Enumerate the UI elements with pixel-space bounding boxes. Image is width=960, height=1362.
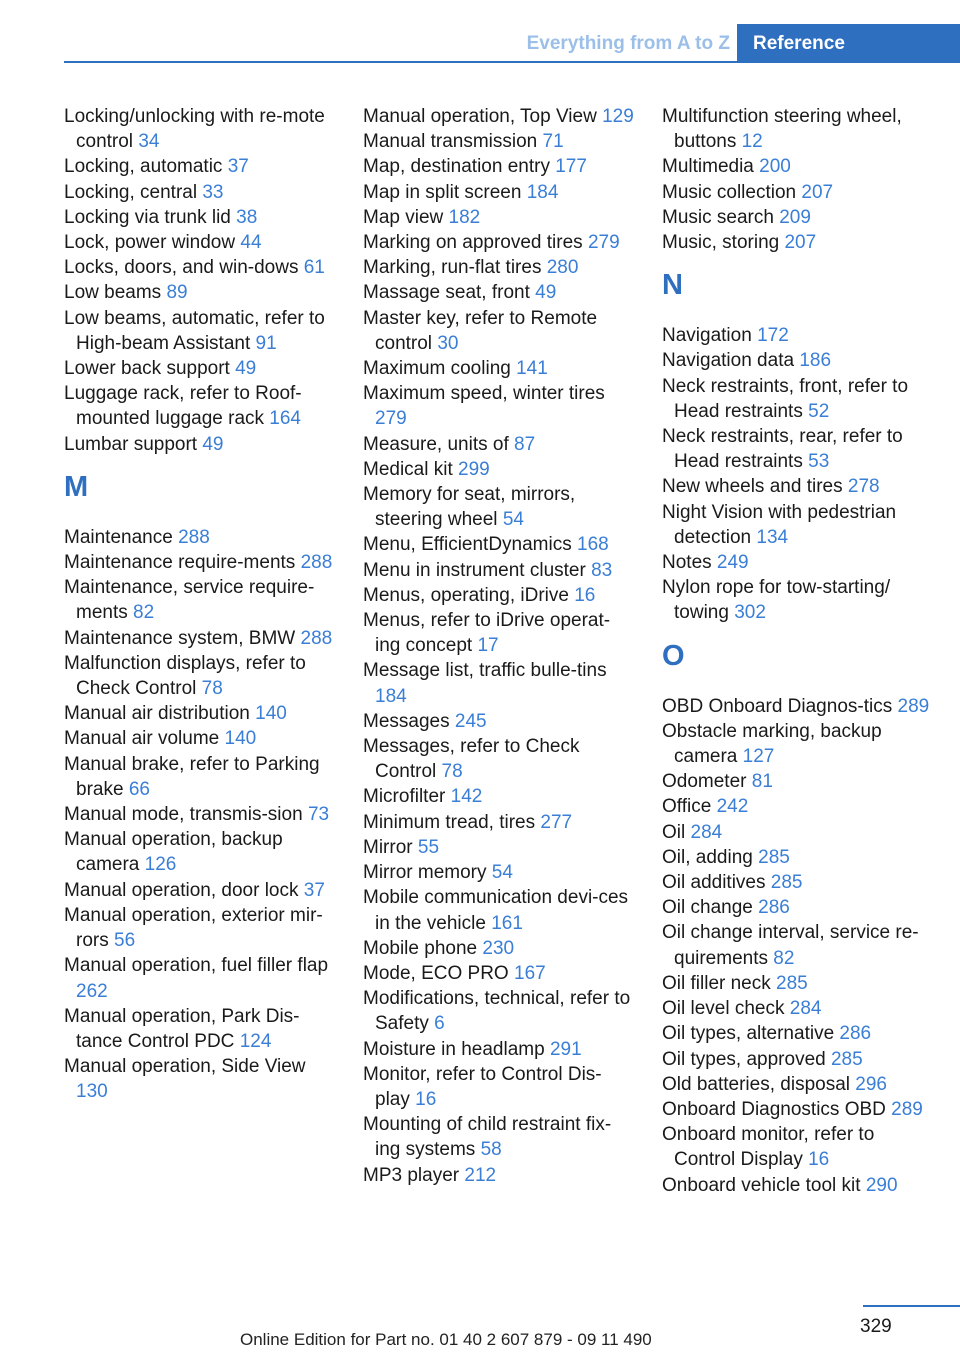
index-entry — [64, 827, 336, 877]
index-entry — [64, 1054, 336, 1104]
index-entry — [662, 845, 934, 870]
index-term: Lock, power window — [64, 232, 236, 254]
page-link[interactable]: 16 — [808, 1149, 830, 1171]
index-term: Massage seat, front — [363, 282, 530, 304]
index-term: Moisture in headlamp — [363, 1038, 545, 1060]
index-entry — [662, 1122, 934, 1172]
index-entry — [64, 255, 336, 280]
page-link[interactable]: 87 — [514, 433, 536, 455]
index-entry — [662, 794, 934, 819]
index-entry — [363, 180, 635, 205]
page-link[interactable]: 126 — [144, 854, 177, 876]
index-entry — [662, 719, 934, 769]
index-term: Menu, EfficientDynamics — [363, 534, 572, 556]
page-link[interactable]: 245 — [454, 710, 487, 732]
page-link[interactable]: 54 — [502, 509, 524, 531]
page-link[interactable]: 124 — [239, 1030, 272, 1052]
index-entry — [363, 860, 635, 885]
page-link[interactable]: 17 — [477, 635, 499, 657]
header-tab-reference: Reference — [737, 24, 960, 63]
index-term: Onboard monitor, refer to Control Display — [662, 1124, 875, 1171]
index-term: Navigation — [662, 325, 752, 347]
index-entry — [64, 280, 336, 305]
page-link[interactable]: 284 — [789, 998, 822, 1020]
index-term: Onboard vehicle tool kit — [662, 1174, 861, 1196]
page-link[interactable]: 209 — [779, 206, 811, 228]
page-link[interactable]: 16 — [415, 1088, 437, 1110]
page-link[interactable]: 186 — [799, 350, 832, 372]
page-link[interactable]: 30 — [437, 332, 459, 354]
index-entry — [64, 104, 336, 154]
index-term: Night Vision with pedestrian detection — [662, 501, 897, 548]
page-link[interactable]: 33 — [202, 181, 224, 203]
page-link[interactable]: 284 — [690, 821, 723, 843]
index-term: Mounting of child restraint fix-ing systems — [363, 1114, 612, 1161]
index-entry — [662, 348, 934, 373]
page-link[interactable]: 168 — [577, 534, 609, 556]
page-number: 329 — [860, 1316, 892, 1337]
index-term: Maximum speed, winter tires — [363, 383, 605, 405]
footer-edition: Online Edition for Part no. 01 40 2 607 879 - 09 11 490 — [240, 1330, 652, 1349]
index-term: Oil additives — [662, 872, 766, 894]
page-link[interactable]: 134 — [756, 526, 789, 548]
page-link[interactable]: 296 — [855, 1073, 887, 1095]
index-term: Manual operation, Side View — [64, 1056, 306, 1078]
page-link[interactable]: 78 — [441, 761, 463, 783]
page-link[interactable]: 130 — [76, 1081, 108, 1103]
index-entry — [64, 525, 336, 550]
page-link[interactable]: 167 — [514, 962, 546, 984]
index-term: Map view — [363, 206, 444, 228]
page-link[interactable]: 89 — [166, 282, 188, 304]
index-term: Oil types, alternative — [662, 1023, 835, 1045]
page-link[interactable]: 81 — [751, 771, 773, 793]
page-link[interactable]: 285 — [770, 872, 803, 894]
index-term: Monitor, refer to Control Dis-play — [363, 1063, 602, 1110]
index-entry — [662, 104, 934, 154]
index-term: OBD Onboard Diagnos-tics — [662, 695, 893, 717]
index-term: Multifunction steering wheel, buttons — [662, 106, 902, 153]
page-link[interactable]: 140 — [255, 703, 287, 725]
index-entry — [662, 323, 934, 348]
page-link[interactable]: 44 — [240, 232, 262, 254]
index-entry — [64, 651, 336, 701]
page-link[interactable]: 6 — [434, 1013, 445, 1035]
page-link[interactable]: 12 — [741, 131, 763, 153]
index-term: Maximum cooling — [363, 358, 511, 380]
page-link[interactable]: 82 — [773, 947, 795, 969]
page-link[interactable]: 177 — [555, 156, 587, 178]
header-section-title: Everything from A to Z — [526, 33, 730, 54]
page-link[interactable]: 285 — [758, 846, 790, 868]
index-entry — [64, 752, 336, 802]
index-entry — [363, 784, 635, 809]
page-link[interactable]: 207 — [801, 181, 834, 203]
page-link[interactable]: 58 — [480, 1139, 502, 1161]
index-term: Locking, central — [64, 181, 198, 203]
index-term: Lower back support — [64, 358, 230, 380]
page-link[interactable]: 230 — [482, 937, 515, 959]
page-link[interactable]: 142 — [450, 786, 483, 808]
page-link[interactable]: 277 — [540, 811, 573, 833]
index-entry — [363, 709, 635, 734]
index-entry — [64, 903, 336, 953]
index-term: Mirror — [363, 836, 413, 858]
index-entry — [363, 835, 635, 860]
index-term: Messages, refer to Check Control — [363, 736, 580, 783]
index-entry — [363, 583, 635, 608]
index-term: Manual air distribution — [64, 703, 250, 725]
index-term: Maintenance require-ments — [64, 552, 296, 574]
index-entry — [64, 953, 336, 1003]
section-letter: O — [662, 639, 685, 672]
index-entry — [363, 280, 635, 305]
index-entry — [64, 1004, 336, 1054]
index-term: Manual mode, transmis-sion — [64, 804, 303, 826]
index-entry — [64, 432, 336, 457]
page-link[interactable]: 285 — [776, 972, 808, 994]
index-entry — [662, 424, 934, 474]
index-entry — [662, 550, 934, 575]
page-link[interactable]: 164 — [269, 408, 301, 430]
index-term: Oil — [662, 821, 686, 843]
index-entry — [363, 205, 635, 230]
index-term: Maintenance system, BMW — [64, 627, 296, 649]
page-link[interactable]: 78 — [201, 678, 223, 700]
page-link[interactable]: 52 — [808, 400, 830, 422]
page-link[interactable]: 53 — [808, 451, 830, 473]
index-term: Malfunction displays, refer to Check Control — [64, 652, 306, 700]
index-term: MP3 player — [363, 1164, 460, 1186]
index-entry — [363, 608, 635, 658]
index-term: Locks, doors, and win-dows — [64, 257, 299, 279]
index-entry — [64, 230, 336, 255]
page-number-rule — [863, 1305, 960, 1307]
index-term: Music collection — [662, 181, 797, 203]
page-link[interactable]: 56 — [114, 930, 136, 952]
index-term: Menu in instrument cluster — [363, 559, 586, 581]
index-entry — [662, 820, 934, 845]
index-entry — [64, 205, 336, 230]
page-link[interactable]: 37 — [227, 156, 249, 178]
page-link[interactable]: 172 — [757, 325, 789, 347]
index-term: Map, destination entry — [363, 156, 550, 178]
index-term: Neck restraints, front, refer to Head restraints — [662, 375, 909, 422]
page-link[interactable]: 55 — [417, 836, 440, 858]
index-entry — [64, 726, 336, 751]
index-term: Measure, units of — [363, 433, 509, 455]
index-term: Microfilter — [363, 786, 446, 808]
index-entry — [363, 532, 635, 557]
index-entry — [662, 1173, 934, 1198]
page-link[interactable]: 182 — [448, 206, 481, 228]
index-term: Navigation data — [662, 350, 795, 372]
index-term: Maintenance, service require-ments — [64, 577, 315, 624]
index-term: Messages — [363, 710, 450, 732]
index-term: Minimum tread, tires — [363, 811, 536, 833]
index-entry — [363, 885, 635, 935]
section-letter: M — [64, 470, 89, 503]
index-term: Luggage rack, refer to Roof-mounted luggage rack — [64, 383, 302, 430]
index-term: Oil level check — [662, 998, 785, 1020]
index-term: Manual brake, refer to Parking brake — [64, 753, 320, 800]
index-entry — [662, 996, 934, 1021]
index-term: Manual operation, door lock — [64, 879, 299, 901]
page-link[interactable]: 66 — [128, 778, 150, 800]
page-link[interactable]: 129 — [602, 106, 634, 127]
page-link[interactable]: 184 — [375, 685, 407, 707]
page-link[interactable]: 38 — [236, 206, 258, 228]
index-term: Mode, ECO PRO — [363, 962, 509, 984]
page-link[interactable]: 61 — [303, 257, 325, 279]
page-link[interactable]: 212 — [464, 1164, 497, 1186]
index-term: Memory for seat, mirrors, steering wheel — [363, 484, 576, 531]
index-term: Locking via trunk lid — [64, 206, 231, 228]
page-link[interactable]: 49 — [535, 282, 557, 304]
page-link[interactable]: 91 — [255, 332, 277, 354]
index-entry — [363, 356, 635, 381]
index-term: Oil, adding — [662, 846, 753, 868]
index-entry — [662, 230, 934, 255]
index-term: Lumbar support — [64, 433, 198, 455]
index-term: Medical kit — [363, 458, 453, 480]
index-entry — [64, 550, 336, 575]
index-entry — [363, 961, 635, 986]
page-link[interactable]: 73 — [307, 804, 330, 826]
index-entry — [64, 381, 336, 431]
index-term: Locking, automatic — [64, 156, 223, 178]
index-term: Old batteries, disposal — [662, 1073, 850, 1095]
index-term: Low beams, automatic, refer to High-beam Assistant — [64, 307, 325, 354]
index-term: Obstacle marking, backup camera — [662, 720, 882, 768]
index-entry — [64, 306, 336, 356]
page-link[interactable]: 290 — [865, 1174, 898, 1196]
index-entry — [64, 356, 336, 381]
index-entry — [64, 802, 336, 827]
index-entry — [662, 374, 934, 424]
index-entry — [363, 810, 635, 835]
index-entry — [662, 474, 934, 499]
index-entry — [363, 255, 635, 280]
index-term: Manual air volume — [64, 728, 220, 750]
index-term: Manual operation, Park Dis-tance Control PDC — [64, 1005, 300, 1052]
index-column-2 — [363, 104, 635, 1188]
index-entry — [363, 432, 635, 457]
page-link[interactable]: 288 — [178, 526, 210, 548]
index-entry — [363, 457, 635, 482]
index-term: Music, storing — [662, 232, 780, 254]
index-term: Oil change interval, service re-quirements — [662, 922, 919, 969]
index-term: Odometer — [662, 771, 747, 793]
page-link[interactable]: 249 — [716, 552, 749, 574]
index-term: Manual operation, fuel filler flap — [64, 955, 329, 977]
index-entry — [363, 1037, 635, 1062]
page-link[interactable]: 289 — [897, 695, 930, 717]
index-entry — [662, 971, 934, 996]
index-term: Mobile communication devi-ces in the vehicle — [363, 887, 629, 934]
page-link[interactable]: 288 — [300, 552, 333, 574]
index-entry — [363, 104, 635, 129]
index-entry — [363, 734, 635, 784]
index-term: Onboard Diagnostics OBD — [662, 1098, 886, 1120]
index-entry — [363, 658, 635, 708]
index-entry — [363, 482, 635, 532]
index-term: Maintenance — [64, 526, 173, 548]
index-entry — [64, 575, 336, 625]
page-link[interactable]: 302 — [734, 602, 766, 624]
index-term: Menus, operating, iDrive — [363, 584, 569, 606]
index-entry — [363, 129, 635, 154]
page-link[interactable]: 161 — [491, 912, 523, 934]
index-entry — [363, 381, 635, 431]
index-term: Mirror memory — [363, 862, 487, 884]
index-entry — [363, 1112, 635, 1162]
index-entry — [662, 180, 934, 205]
index-entry — [64, 878, 336, 903]
index-term: Oil change — [662, 897, 753, 919]
index-entry — [662, 154, 934, 179]
page-link[interactable]: 291 — [549, 1038, 582, 1060]
page-link[interactable]: 71 — [542, 131, 564, 153]
index-entry — [64, 154, 336, 179]
page-link[interactable]: 286 — [839, 1023, 872, 1045]
index-term: Notes — [662, 552, 712, 574]
index-entry — [363, 936, 635, 961]
page-link[interactable]: 127 — [742, 746, 775, 768]
page-link[interactable]: 242 — [716, 796, 749, 818]
index-entry — [662, 575, 934, 625]
index-entry — [363, 230, 635, 255]
page-link[interactable]: 262 — [76, 980, 108, 1002]
index-entry — [662, 500, 934, 550]
index-entry — [64, 180, 336, 205]
index-term: Mobile phone — [363, 937, 478, 959]
page-link[interactable]: 286 — [758, 897, 790, 919]
page-link[interactable]: 200 — [759, 156, 791, 178]
index-term: Master key, refer to Remote control — [363, 307, 598, 354]
index-term: Menus, refer to iDrive operat-ing concept — [363, 610, 611, 657]
index-entry — [662, 694, 934, 719]
page-link[interactable]: 288 — [300, 627, 333, 649]
index-column-3 — [662, 104, 934, 1198]
page-link[interactable]: 184 — [526, 181, 559, 203]
page-link[interactable]: 141 — [516, 358, 548, 380]
page-link[interactable]: 299 — [458, 458, 490, 480]
page-link[interactable]: 289 — [891, 1098, 923, 1120]
index-term: Locking/unlocking with re-mote control — [64, 106, 325, 153]
index-term: Nylon rope for tow-starting/ towing — [662, 577, 891, 624]
index-term: Oil filler neck — [662, 972, 771, 994]
index-entry — [363, 306, 635, 356]
index-entry — [662, 1072, 934, 1097]
index-entry — [64, 626, 336, 651]
index-term: Oil types, approved — [662, 1048, 826, 1070]
index-term: Manual operation, backup camera — [64, 829, 283, 876]
page-link[interactable]: 285 — [830, 1048, 863, 1070]
index-term: Message list, traffic bulle-tins — [363, 660, 607, 682]
index-term: Multimedia — [662, 156, 754, 178]
index-entry — [662, 769, 934, 794]
index-entry — [662, 1097, 934, 1122]
page-link[interactable]: 49 — [235, 358, 257, 380]
index-term: Office — [662, 796, 712, 818]
page-link[interactable]: 279 — [375, 408, 407, 430]
index-term: New wheels and tires — [662, 476, 843, 498]
index-entry — [363, 1163, 635, 1188]
index-entry — [662, 920, 934, 970]
index-term: Marking, run-flat tires — [363, 257, 542, 279]
section-letter: N — [662, 269, 683, 302]
page-link[interactable]: 34 — [138, 131, 160, 153]
page-link[interactable]: 140 — [224, 728, 257, 750]
index-term: Modifications, technical, refer to Safety — [363, 988, 631, 1035]
index-column-1 — [64, 104, 336, 1105]
index-term: Neck restraints, rear, refer to Head restraints — [662, 426, 903, 473]
index-entry — [363, 986, 635, 1036]
page-link[interactable]: 82 — [133, 602, 155, 624]
index-term: Manual transmission — [363, 131, 538, 153]
page-link[interactable]: 16 — [574, 584, 596, 606]
page-link[interactable]: 278 — [847, 476, 880, 498]
page-link[interactable]: 37 — [303, 879, 325, 901]
page-link[interactable]: 280 — [546, 257, 579, 279]
index-entry — [662, 205, 934, 230]
page-link[interactable]: 83 — [591, 559, 613, 581]
index-entry — [363, 154, 635, 179]
page-link[interactable]: 54 — [491, 862, 513, 884]
index-term: Manual operation, Top View — [363, 106, 597, 127]
page-link[interactable]: 49 — [202, 433, 224, 455]
page-link[interactable]: 207 — [784, 232, 817, 254]
index-entry — [662, 1021, 934, 1046]
index-entry — [363, 558, 635, 583]
index-term: Low beams — [64, 282, 162, 304]
index-term: Marking on approved tires — [363, 232, 583, 254]
index-entry — [662, 895, 934, 920]
index-term: Map in split screen — [363, 181, 522, 203]
index-term: Music search — [662, 206, 774, 228]
page-link[interactable]: 279 — [587, 232, 620, 254]
index-entry — [64, 701, 336, 726]
index-entry — [363, 1062, 635, 1112]
index-entry — [662, 870, 934, 895]
index-entry — [662, 1047, 934, 1072]
index-term: Manual operation, exterior mir-rors — [64, 904, 323, 952]
